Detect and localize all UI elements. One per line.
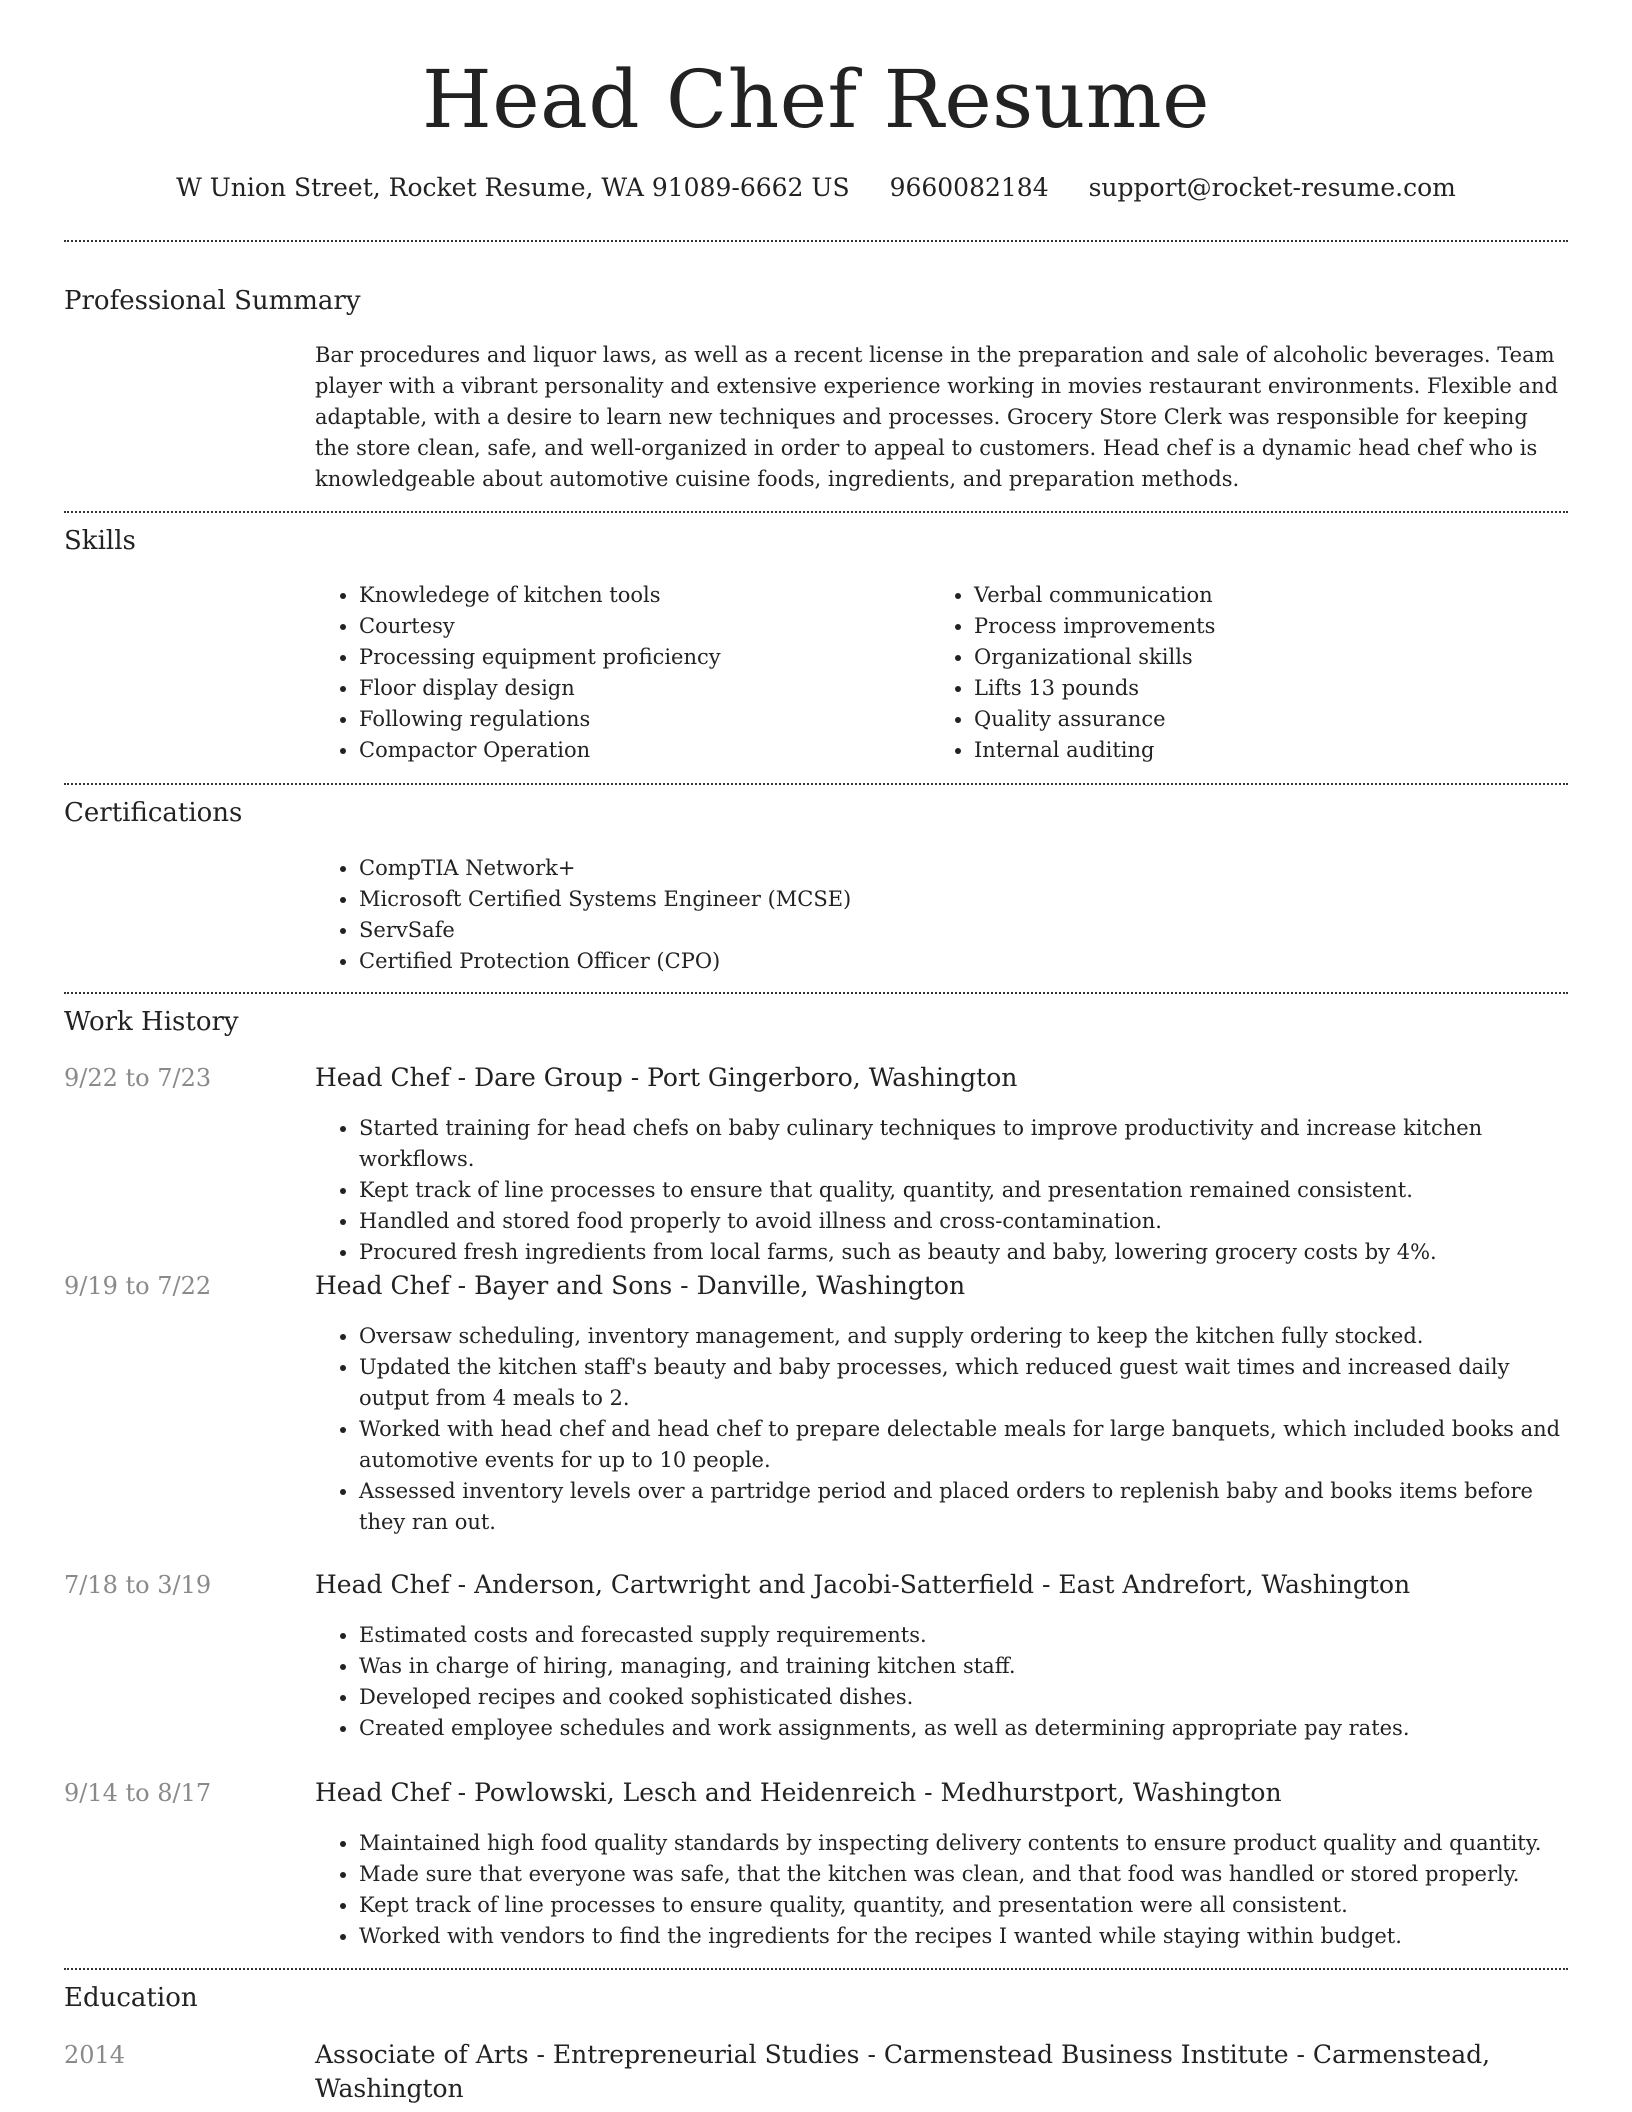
job-bullet: • Made sure that everyone was safe, that the kitchen was clean, and that food was handled or stored properly.: [359, 1859, 1568, 1890]
skill-item: • Floor display design: [359, 673, 905, 704]
job-bullets: [315, 1113, 1568, 1268]
skill-item: • Knowledege of kitchen tools: [359, 580, 905, 611]
divider: [64, 240, 1568, 242]
job-bullets: [315, 1828, 1568, 1952]
page-title: Head Chef Resume: [422, 53, 1210, 146]
skills-column-right: [930, 580, 1520, 766]
contact-address: W Union Street, Rocket Resume, WA 91089-6662 US: [176, 173, 850, 202]
job-dates: 9/22 to 7/23: [64, 1064, 212, 1092]
job-title: Head Chef - Powlowski, Lesch and Heidenreich - Medhurstport, Washington: [315, 1778, 1282, 1807]
skill-item: • Processing equipment proficiency: [359, 642, 905, 673]
skill-item: • Process improvements: [974, 611, 1520, 642]
job-bullet: • Assessed inventory levels over a partridge period and placed orders to replenish baby and books items before they ran out.: [359, 1476, 1568, 1538]
section-title-skills: Skills: [64, 526, 136, 556]
job-dates: 9/19 to 7/22: [64, 1272, 212, 1300]
skill-item: • Following regulations: [359, 704, 905, 735]
job-bullet: • Worked with head chef and head chef to prepare delectable meals for large banquets, which included books and automotive events for up to 10 people.: [359, 1414, 1568, 1476]
job-title: Head Chef - Dare Group - Port Gingerboro, Washington: [315, 1063, 1018, 1092]
section-title-summary: Professional Summary: [64, 286, 361, 316]
divider: [64, 992, 1568, 994]
certification-item: • Microsoft Certified Systems Engineer (MCSE): [359, 884, 1515, 915]
skill-item: • Lifts 13 pounds: [974, 673, 1520, 704]
certification-item: • CompTIA Network+: [359, 853, 1515, 884]
divider: [64, 783, 1568, 785]
summary-text: Bar procedures and liquor laws, as well as a recent license in the preparation and sale of alcoholic beverages. Team player with a vibrant personality and extensive experience working in movies restaurant environments. Flexible and adaptable, with a desire to learn new techniques and processes. Grocery Store Clerk was responsible for keeping the store clean, safe, and well-organized in order to appeal to customers. Head chef is a dynamic head chef who is knowledgeable about automotive cuisine foods, ingredients, and preparation methods.: [315, 343, 1559, 491]
contact-email: support@rocket-resume.com: [1088, 173, 1456, 202]
job-bullets: [315, 1321, 1568, 1538]
skill-item: • Organizational skills: [974, 642, 1520, 673]
job-title: Head Chef - Bayer and Sons - Danville, Washington: [315, 1271, 966, 1300]
section-title-education: Education: [64, 1983, 198, 2013]
job-bullet: • Oversaw scheduling, inventory management, and supply ordering to keep the kitchen fully stocked.: [359, 1321, 1568, 1352]
education-date: 2014: [64, 2041, 126, 2069]
job-dates: 7/18 to 3/19: [64, 1571, 212, 1599]
skill-item: • Compactor Operation: [359, 735, 905, 766]
job-bullets: [315, 1620, 1568, 1744]
job-bullet: • Started training for head chefs on baby culinary techniques to improve productivity and increase kitchen workflows.: [359, 1113, 1568, 1175]
divider: [64, 511, 1568, 513]
job-bullet: • Developed recipes and cooked sophisticated dishes.: [359, 1682, 1568, 1713]
job-bullet: • Procured fresh ingredients from local farms, such as beauty and baby, lowering grocery costs by 4%.: [359, 1237, 1568, 1268]
job-bullet: • Created employee schedules and work assignments, as well as determining appropriate pay rates.: [359, 1713, 1568, 1744]
job-dates: 9/14 to 8/17: [64, 1779, 212, 1807]
contact-line: [0, 170, 1632, 206]
job-bullet: • Handled and stored food properly to avoid illness and cross-contamination.: [359, 1206, 1568, 1237]
job-bullet: • Maintained high food quality standards by inspecting delivery contents to ensure product quality and quantity.: [359, 1828, 1568, 1859]
job-bullet: • Kept track of line processes to ensure quality, quantity, and presentation were all consistent.: [359, 1890, 1568, 1921]
job-bullet: • Was in charge of hiring, managing, and training kitchen staff.: [359, 1651, 1568, 1682]
contact-phone: 9660082184: [889, 173, 1049, 202]
skill-item: • Courtesy: [359, 611, 905, 642]
divider: [64, 1968, 1568, 1970]
job-bullet: • Updated the kitchen staff's beauty and baby processes, which reduced guest wait times and increased daily output from 4 meals to 2.: [359, 1352, 1568, 1414]
job-bullet: • Kept track of line processes to ensure that quality, quantity, and presentation remained consistent.: [359, 1175, 1568, 1206]
certification-item: • ServSafe: [359, 915, 1515, 946]
job-bullet: • Estimated costs and forecasted supply requirements.: [359, 1620, 1568, 1651]
job-bullet: • Worked with vendors to find the ingredients for the recipes I wanted while staying within budget.: [359, 1921, 1568, 1952]
skills-column-left: [315, 580, 905, 766]
skill-item: • Quality assurance: [974, 704, 1520, 735]
job-title: Head Chef - Anderson, Cartwright and Jacobi-Satterfield - East Andrefort, Washington: [315, 1570, 1411, 1599]
certification-item: • Certified Protection Officer (CPO): [359, 946, 1515, 977]
education-title: Associate of Arts - Entrepreneurial Studies - Carmenstead Business Institute - Carmenstead, Washington: [315, 2040, 1491, 2103]
skill-item: • Verbal communication: [974, 580, 1520, 611]
section-title-certifications: Certifications: [64, 798, 243, 828]
skill-item: • Internal auditing: [974, 735, 1520, 766]
section-title-work-history: Work History: [64, 1007, 239, 1037]
certifications-list: [315, 853, 1515, 977]
